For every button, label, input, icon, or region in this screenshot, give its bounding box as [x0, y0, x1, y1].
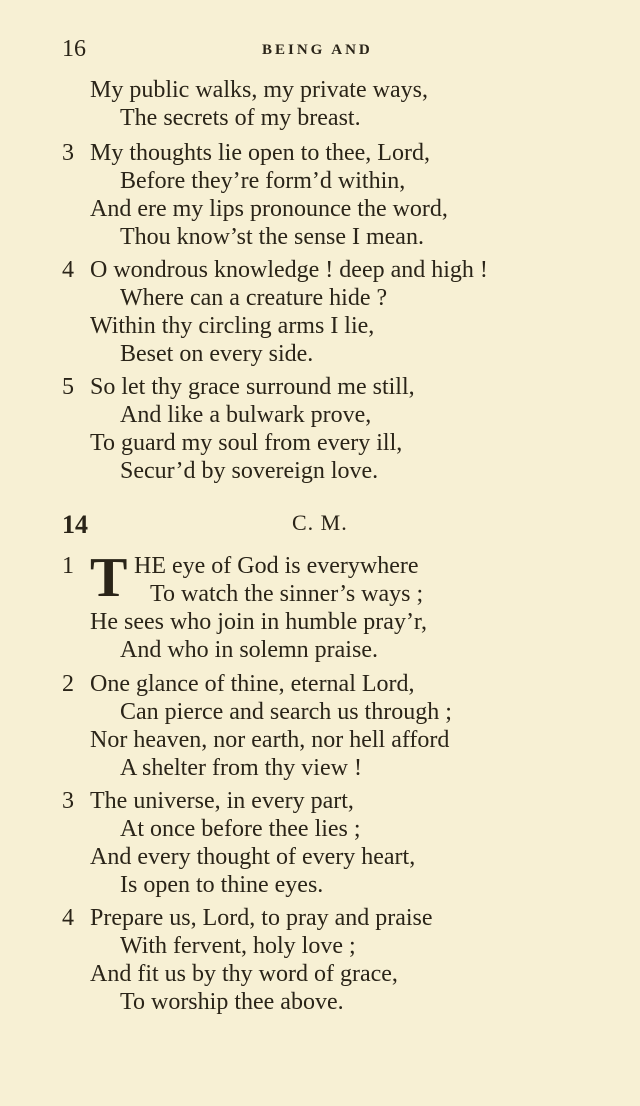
verse-line: Where can a creature hide ? — [120, 285, 388, 311]
page-header — [62, 36, 542, 66]
verse-line: Nor heaven, nor earth, nor hell afford — [90, 727, 450, 753]
verse-line: Can pierce and search us through ; — [120, 699, 452, 725]
verse-line: Prepare us, Lord, to pray and praise — [90, 905, 433, 931]
verse-number: 4 — [62, 905, 74, 931]
verse-line: Secur’d by sovereign love. — [120, 458, 379, 484]
hymn-meter: C. M. — [292, 510, 348, 535]
verse-line: O wondrous knowledge ! deep and high ! — [90, 257, 488, 283]
running-title: BEING AND — [262, 42, 373, 58]
verse-line: He sees who join in humble pray’r, — [90, 609, 427, 635]
verse-line: And fit us by thy word of grace, — [90, 961, 398, 987]
verse-number: 3 — [62, 140, 74, 166]
verse-line: Is open to thine eyes. — [120, 872, 324, 898]
drop-cap: T — [90, 547, 128, 609]
verse-line: And who in solemn praise. — [120, 637, 378, 663]
page-number: 16 — [62, 36, 86, 62]
verse-line: With fervent, holy love ; — [120, 933, 356, 959]
verse-line: And ere my lips pronounce the word, — [90, 196, 448, 222]
verse-line: So let thy grace surround me still, — [90, 374, 415, 400]
verse-number: 3 — [62, 788, 74, 814]
verse-number: 2 — [62, 671, 74, 697]
verse-line: One glance of thine, eternal Lord, — [90, 671, 415, 697]
verse-line: And every thought of every heart, — [90, 844, 416, 870]
verse-number: 5 — [62, 374, 74, 400]
verse-line: The universe, in every part, — [90, 788, 354, 814]
verse-line: To worship thee above. — [120, 989, 344, 1015]
verse-line: My thoughts lie open to thee, Lord, — [90, 140, 430, 166]
hymn-number: 14 — [62, 510, 88, 539]
verse-line: To watch the sinner’s ways ; — [150, 581, 424, 607]
verse-line: My public walks, my private ways, — [90, 77, 428, 103]
verse-line: HE eye of God is everywhere — [134, 553, 419, 579]
verse-line: Before they’re form’d within, — [120, 168, 406, 194]
verse-line: At once before thee lies ; — [120, 816, 361, 842]
verse-number: 1 — [62, 553, 74, 579]
verse-line: To guard my soul from every ill, — [90, 430, 403, 456]
verse-line: The secrets of my breast. — [120, 105, 361, 131]
verse-number: 4 — [62, 257, 74, 283]
verse-line: Within thy circling arms I lie, — [90, 313, 375, 339]
verse-line: A shelter from thy view ! — [120, 755, 362, 781]
verse-line: Beset on every side. — [120, 341, 314, 367]
verse-line: Thou know’st the sense I mean. — [120, 224, 424, 250]
verse-line: And like a bulwark prove, — [120, 402, 372, 428]
